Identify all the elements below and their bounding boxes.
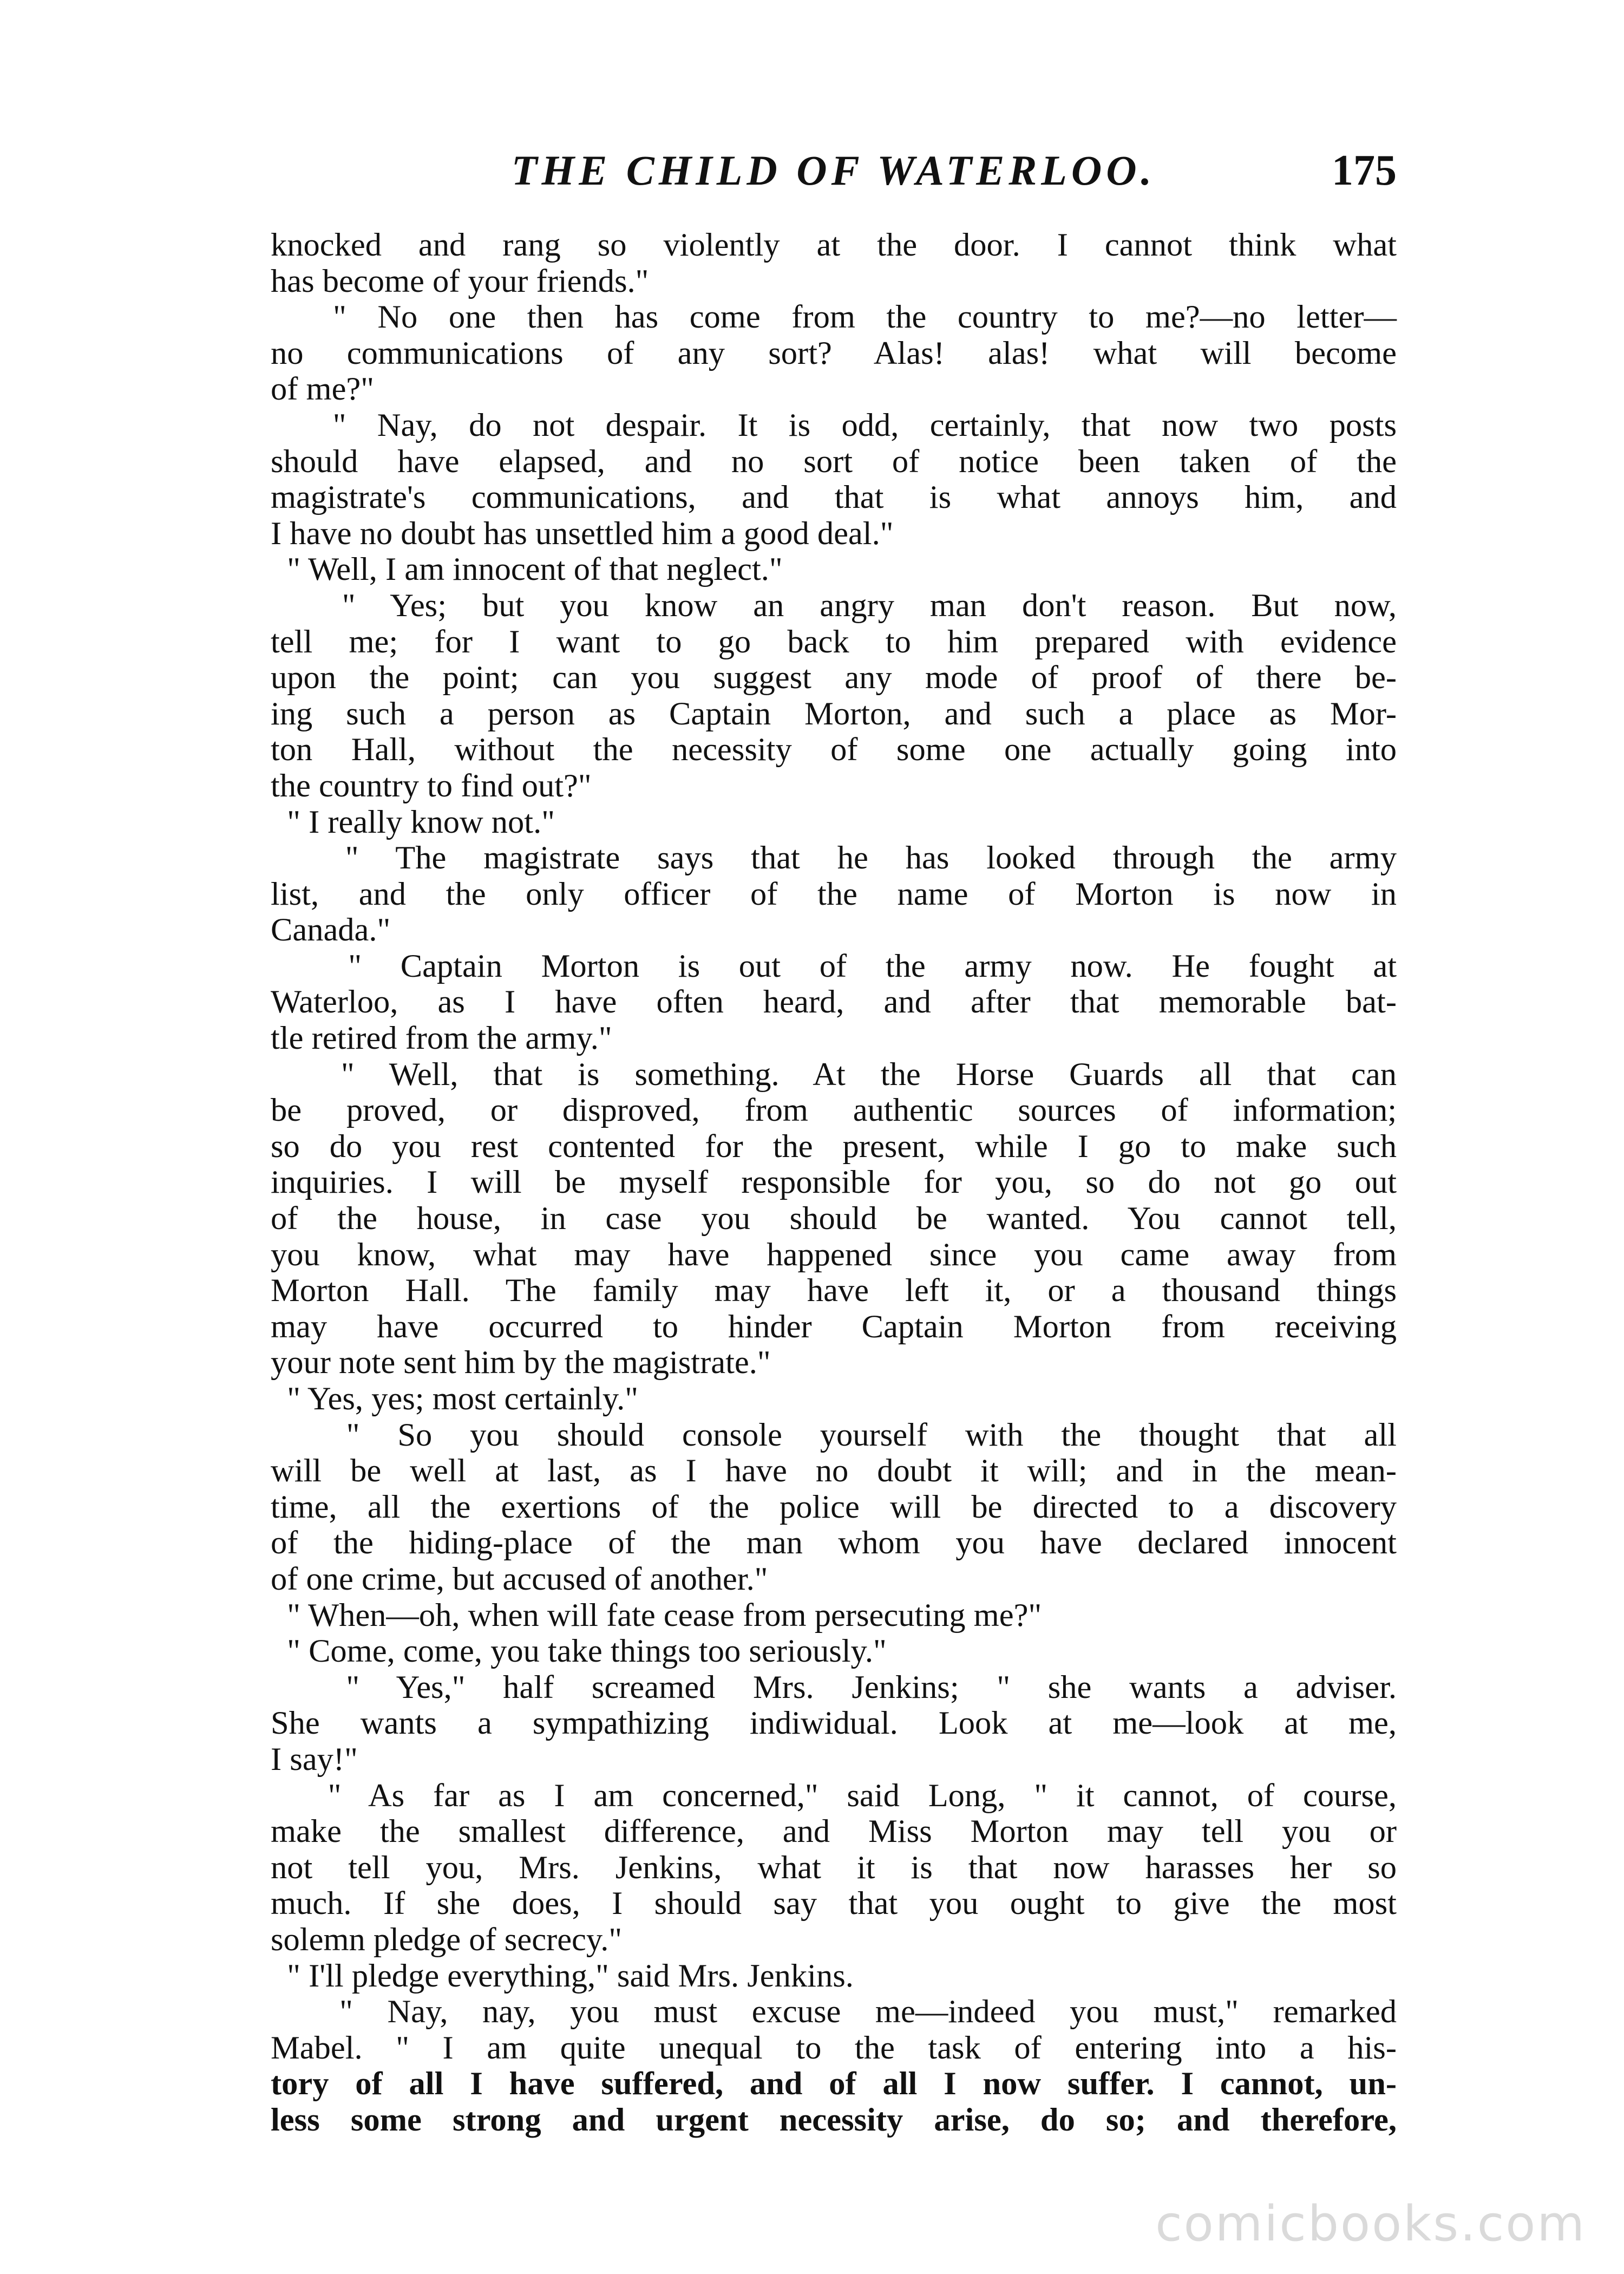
text-line: " The magistrate says that he has looked through the army (271, 840, 1397, 877)
text-line: your note sent him by the magistrate." (271, 1344, 771, 1381)
text-line: be proved, or disproved, from authentic sources of information; (271, 1092, 1397, 1129)
text-line: make the smallest difference, and Miss Morton may tell you or (271, 1813, 1397, 1850)
body-text (271, 227, 1397, 2138)
text-line: " Well, I am innocent of that neglect." (271, 551, 783, 588)
watermark: comicbooks.com (1155, 2195, 1586, 2252)
text-line: may have occurred to hinder Captain Morton from receiving (271, 1308, 1397, 1345)
running-head (271, 146, 1397, 206)
text-line: " Yes; but you know an angry man don't reason. But now, (271, 587, 1397, 624)
text-line: has become of your friends." (271, 263, 649, 299)
text-line: knocked and rang so violently at the door. I cannot think what (271, 227, 1397, 263)
text-line: list, and the only officer of the name of Morton is now in (271, 875, 1397, 912)
text-line: you know, what may have happened since you came away from (271, 1236, 1397, 1273)
text-line: tory of all I have suffered, and of all I now suffer. I cannot, un- (271, 2066, 1397, 2102)
text-line: Morton Hall. The family may have left it, or a thousand things (271, 1272, 1397, 1309)
text-line: " Come, come, you take things too seriously." (271, 1633, 887, 1670)
text-line: magistrate's communications, and that is what annoys him, and (271, 479, 1397, 516)
text-line: I have no doubt has unsettled him a good deal." (271, 515, 894, 552)
text-line: I say!" (271, 1741, 358, 1778)
text-line: " Well, that is something. At the Horse Guards all that can (271, 1056, 1397, 1093)
text-line: ton Hall, without the necessity of some one actually going into (271, 731, 1397, 768)
text-line: She wants a sympathizing indiwidual. Look at me—look at me, (271, 1705, 1397, 1742)
text-line: " Captain Morton is out of the army now. He fought at (271, 948, 1397, 984)
text-line: " Yes," half screamed Mrs. Jenkins; " she wants a adviser. (271, 1669, 1397, 1706)
text-line: much. If she does, I should say that you ought to give the most (271, 1885, 1397, 1922)
text-line: time, all the exertions of the police will be directed to a discovery (271, 1488, 1397, 1525)
text-line: Waterloo, as I have often heard, and after that memorable bat- (271, 984, 1397, 1021)
text-line: upon the point; can you suggest any mode of proof of there be- (271, 659, 1397, 696)
text-line: will be well at last, as I have no doubt it will; and in the mean- (271, 1453, 1397, 1489)
text-line: " I'll pledge everything," said Mrs. Jenkins. (271, 1957, 854, 1994)
text-line: of the hiding-place of the man whom you have declared innocent (271, 1525, 1397, 1561)
text-line: tle retired from the army." (271, 1020, 612, 1057)
text-line: of me?" (271, 371, 374, 408)
running-title: THE CHILD OF WATERLOO. (511, 147, 1156, 194)
text-line: " Yes, yes; most certainly." (271, 1381, 639, 1417)
text-line: inquiries. I will be myself responsible for you, so do not go out (271, 1164, 1397, 1201)
text-line: " Nay, do not despair. It is odd, certainly, that now two posts (271, 407, 1397, 443)
text-line: so do you rest contented for the present, while I go to make such (271, 1128, 1397, 1165)
page-number: 175 (1332, 147, 1397, 194)
text-line: " When—oh, when will fate cease from persecuting me?" (271, 1597, 1042, 1633)
text-line: " I really know not." (271, 803, 555, 840)
text-line: of one crime, but accused of another." (271, 1560, 768, 1597)
text-line: the country to find out?" (271, 767, 592, 804)
text-line: Canada." (271, 912, 391, 949)
text-line: ing such a person as Captain Morton, and such a place as Mor- (271, 695, 1397, 732)
text-line: should have elapsed, and no sort of notice been taken of the (271, 443, 1397, 480)
text-line: of the house, in case you should be wanted. You cannot tell, (271, 1200, 1397, 1237)
text-line: " Nay, nay, you must excuse me—indeed you must," remarked (271, 1994, 1397, 2030)
text-line: Mabel. " I am quite unequal to the task of entering into a his- (271, 2029, 1397, 2066)
text-line: tell me; for I want to go back to him prepared with evidence (271, 623, 1397, 660)
text-line: less some strong and urgent necessity arise, do so; and therefore, (271, 2101, 1397, 2138)
text-line: " So you should console yourself with the thought that all (271, 1416, 1397, 1453)
text-line: " As far as I am concerned," said Long, " it cannot, of course, (271, 1777, 1397, 1814)
text-line: not tell you, Mrs. Jenkins, what it is that now harasses her so (271, 1849, 1397, 1886)
text-line: solemn pledge of secrecy." (271, 1921, 623, 1958)
text-line: " No one then has come from the country to me?—no letter— (271, 299, 1397, 336)
text-line: no communications of any sort? Alas! alas! what will become (271, 335, 1397, 371)
